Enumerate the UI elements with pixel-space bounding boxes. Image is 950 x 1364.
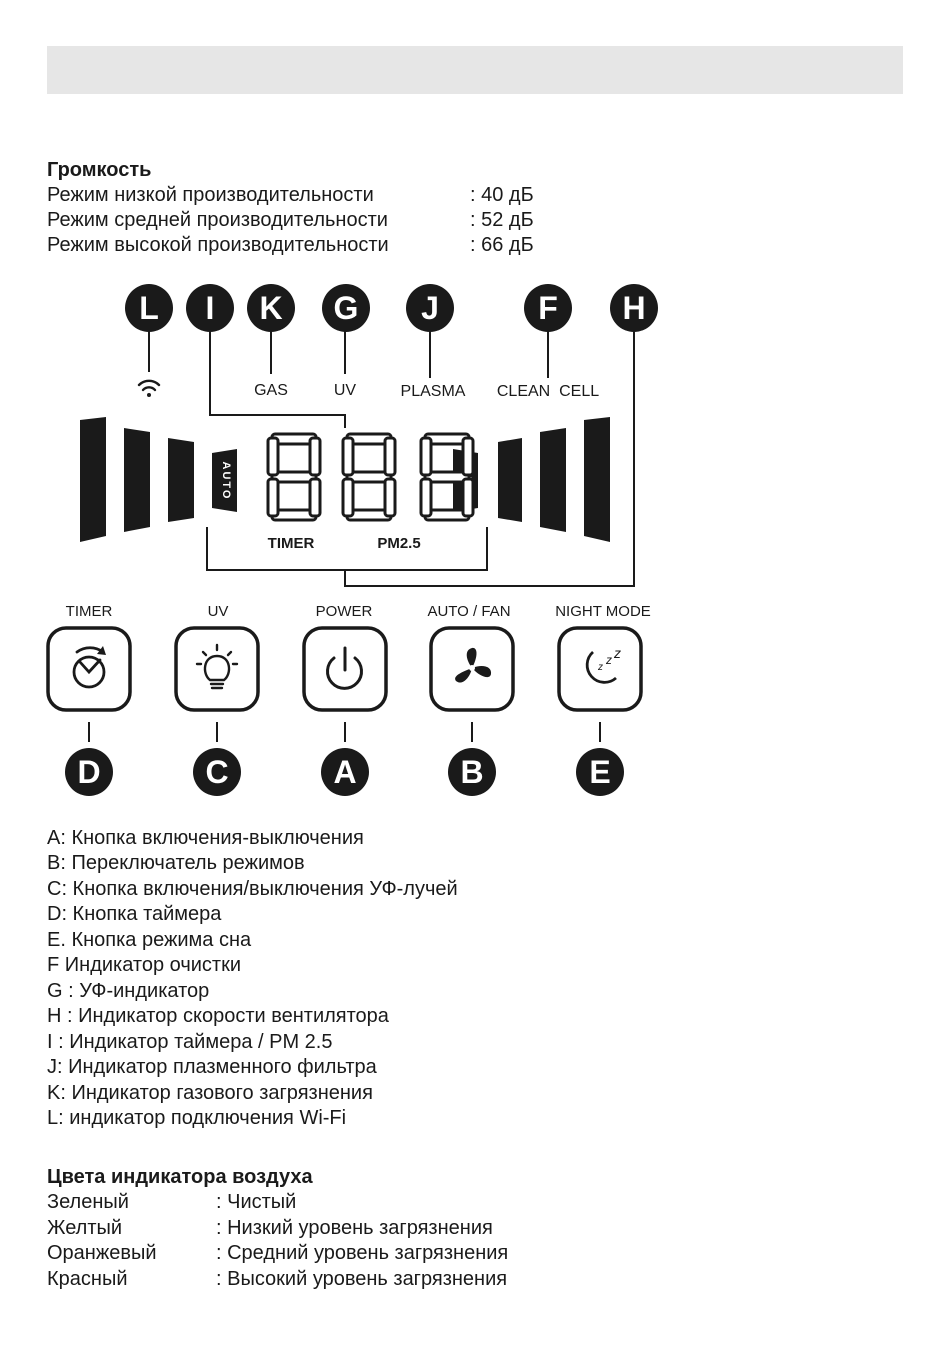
button-label-auto-fan: AUTO / FAN	[427, 603, 511, 620]
digit-segment	[343, 479, 353, 516]
air-color-name: Зеленый	[47, 1191, 129, 1213]
legend-item-e: E. Кнопка режима сна	[47, 929, 252, 951]
fan-speed-bars-right	[498, 417, 610, 542]
noise-title: Громкость	[47, 159, 152, 181]
button-label-power: POWER	[315, 603, 373, 620]
marker-C	[193, 748, 241, 796]
button-label-uv: UV	[207, 603, 229, 620]
segment-digit	[421, 434, 473, 520]
marker-letter: I	[205, 290, 215, 326]
segment-digit	[268, 434, 320, 520]
pm25-label: PM2.5	[377, 535, 421, 552]
marker-letter: C	[205, 754, 229, 790]
legend-item-h: H : Индикатор скорости вентилятора	[47, 1005, 389, 1027]
digit-segment	[385, 438, 395, 475]
uv-indicator-label: UV	[333, 382, 357, 399]
marker-H	[610, 284, 658, 332]
air-color-meaning: : Низкий уровень загрязнения	[216, 1217, 493, 1239]
marker-letter: H	[622, 290, 646, 326]
marker-letter: L	[139, 290, 159, 326]
marker-D	[65, 748, 113, 796]
legend-item-l: L: индикатор подключения Wi-Fi	[47, 1107, 347, 1129]
marker-K	[247, 284, 295, 332]
digit-segment	[310, 438, 320, 475]
digit-segment	[268, 438, 278, 475]
air-color-name: Оранжевый	[47, 1242, 157, 1264]
legend-item-i: I : Индикатор таймера / PM 2.5	[47, 1031, 333, 1053]
fan-bar	[80, 417, 106, 542]
marker-B	[448, 748, 496, 796]
fan-bar	[124, 428, 150, 532]
marker-letter: J	[421, 290, 439, 326]
air-color-name: Красный	[47, 1268, 128, 1290]
marker-E	[576, 748, 624, 796]
clean-cell-label: CLEAN CELL	[496, 383, 600, 400]
digit-segment	[463, 479, 473, 516]
fan-bar	[584, 417, 610, 542]
marker-I	[186, 284, 234, 332]
marker-A	[321, 748, 369, 796]
timer-button[interactable]	[48, 628, 130, 710]
fan-speed-bars-left	[80, 417, 194, 542]
night-mode-button[interactable]	[559, 628, 641, 710]
digit-segment	[421, 438, 431, 475]
digit-segment	[421, 479, 431, 516]
plasma-label: PLASMA	[400, 383, 466, 400]
legend-item-b: B: Переключатель режимов	[47, 852, 305, 874]
digit-segment	[343, 438, 353, 475]
marker-J	[406, 284, 454, 332]
air-color-meaning: : Средний уровень загрязнения	[216, 1242, 509, 1264]
fan-bar	[540, 428, 566, 532]
legend-item-g: G : УФ-индикатор	[47, 980, 210, 1002]
marker-F	[524, 284, 572, 332]
seven-segment-digits	[268, 434, 473, 520]
segment-digit	[343, 434, 395, 520]
timer-indicator-label: TIMER	[267, 535, 315, 552]
noise-value-mid: : 52 дБ	[470, 209, 534, 231]
digit-segment	[268, 479, 278, 516]
air-color-meaning: : Высокий уровень загрязнения	[216, 1268, 508, 1290]
gas-label: GAS	[254, 382, 288, 399]
air-color-name: Желтый	[47, 1217, 123, 1239]
marker-letter: E	[589, 754, 611, 790]
noise-mode-low: Режим низкой производительности	[47, 184, 374, 206]
digit-segment	[310, 479, 320, 516]
marker-G	[322, 284, 370, 332]
fan-bar	[498, 438, 522, 522]
marker-letter: G	[333, 290, 359, 326]
power-button[interactable]	[304, 628, 386, 710]
marker-L	[125, 284, 173, 332]
noise-value-high: : 66 дБ	[470, 234, 534, 256]
button-label-timer: TIMER	[65, 603, 113, 620]
marker-letter: K	[259, 290, 283, 326]
marker-letter: F	[538, 290, 558, 326]
noise-mode-mid: Режим средней производительности	[47, 209, 388, 231]
button-label-night-mode: NIGHT MODE	[555, 603, 651, 620]
wifi-icon	[139, 381, 159, 397]
bottom-connector-lines	[89, 722, 600, 742]
marker-letter: A	[333, 754, 357, 790]
uv-button[interactable]	[176, 628, 258, 710]
marker-letter: D	[77, 754, 101, 790]
digit-segment	[385, 479, 395, 516]
legend-item-a: A: Кнопка включения-выключения	[47, 827, 364, 849]
digit-segment	[463, 438, 473, 475]
air-colors-title: Цвета индикатора воздуха	[47, 1166, 313, 1188]
auto-badge-left	[212, 449, 237, 512]
svg-text:z: z	[614, 645, 621, 661]
legend-item-k: K: Индикатор газового загрязнения	[47, 1082, 373, 1104]
legend-item-d: D: Кнопка таймера	[47, 903, 222, 925]
noise-mode-high: Режим высокой производительности	[47, 234, 389, 256]
auto-label: AUTO	[220, 461, 232, 501]
marker-letter: B	[460, 754, 484, 790]
air-color-meaning: : Чистый	[216, 1191, 297, 1213]
svg-text:z: z	[606, 653, 612, 667]
legend-item-c: C: Кнопка включения/выключения УФ-лучей	[47, 878, 458, 900]
svg-text:z: z	[598, 662, 603, 673]
noise-value-low: : 40 дБ	[470, 184, 534, 206]
fan-bar	[168, 438, 194, 522]
legend-item-j: J: Индикатор плазменного фильтра	[47, 1056, 377, 1078]
auto-fan-button[interactable]	[431, 628, 513, 710]
legend-item-f: F Индикатор очистки	[47, 954, 242, 976]
